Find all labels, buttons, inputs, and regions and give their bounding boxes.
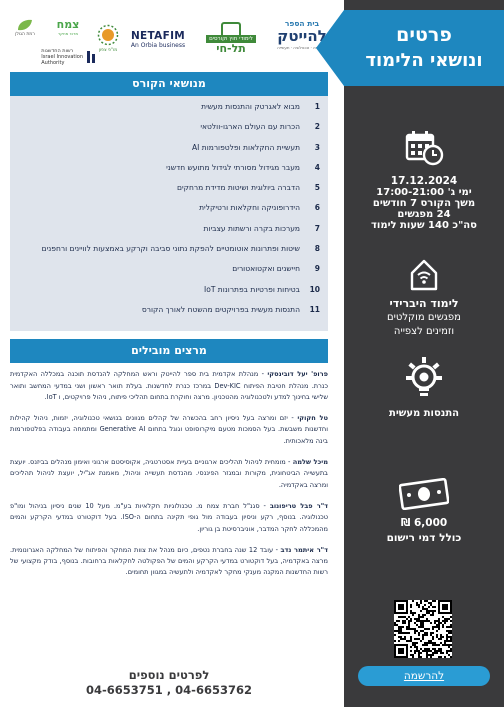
title-line1: פרטים <box>396 24 452 46</box>
lecturer-name: ד"ר איתמר נדב <box>280 545 328 554</box>
practical-experience-block <box>344 356 504 419</box>
course-hours: סה"כ 140 שעות לימוד <box>371 220 477 231</box>
topic-text: בטיחות ופרטיות בפתרונות IoT <box>204 284 300 294</box>
tel-hai-logo-mark <box>221 22 241 35</box>
info-sidebar <box>344 0 504 707</box>
tel-hai-logo-line2: תל-חי <box>216 41 246 55</box>
mop-tzafon-logo-text: מו"פ צפון <box>98 47 118 53</box>
lecturer-description: - יזם ומרצה בעל ניסיון רחב בהכשרה של קהלים מגוונים בנושאי טכנולוגיה, יזמות, ניהול קהילות וחדשנות משבשת. בעל הסמכות מטעם מיקרוסופט וגוגל בתחום Generative AI ומתמחה בעבודה בפלטפורמות בינה מלאכותית. <box>10 414 328 445</box>
tzemach-logo-line1: צמח <box>56 18 80 31</box>
lecturer-name: טל חקוקי <box>297 414 328 423</box>
topic-number: 11 <box>309 304 320 314</box>
qr-code-icon[interactable] <box>394 600 452 658</box>
hybrid-title: לימוד היברידי <box>389 297 459 310</box>
tel-hai-logo-line1: לימודי חוץ וקורסים <box>206 35 256 43</box>
topic-number: 6 <box>314 203 320 213</box>
topic-text: מערכות בקרה ורשתות עצביות <box>203 223 300 233</box>
hitech-logo-line1: בית הספר <box>284 18 320 28</box>
topic-number: 5 <box>314 183 320 193</box>
lecturer-bio <box>10 545 328 579</box>
tel-hai-logo <box>200 18 262 58</box>
topic-number: 10 <box>309 284 320 294</box>
price-block <box>344 478 504 546</box>
topic-number: 2 <box>314 122 320 132</box>
topic-item <box>18 143 320 163</box>
contact-footer <box>10 668 328 698</box>
sun-icon <box>97 24 119 46</box>
hybrid-line1: מפגשים מוקלטים <box>387 312 461 323</box>
hybrid-learning-block <box>344 258 504 339</box>
innovation-authority-en2: Authority <box>41 60 65 66</box>
netafim-logo-line2: An Orbia business <box>130 41 186 49</box>
topic-item <box>18 224 320 244</box>
price-note: כולל דמי רישום <box>386 532 462 544</box>
hitech-logo-line3: אקדמיה · טכנולוגיה · תעשייה <box>277 44 327 50</box>
topic-item <box>18 305 320 325</box>
topic-number: 9 <box>314 264 320 274</box>
course-schedule-block <box>344 130 504 231</box>
lecturer-name: ד"ר פבל טריפונוב <box>269 501 329 510</box>
topics-heading: מנושאי הקורס <box>10 72 328 96</box>
innovation-authority-mark-icon <box>86 50 98 64</box>
topic-text: התנסות מעשית בפרויקטים מהשטח לאורך הקורס <box>141 304 300 314</box>
contact-phones[interactable]: 04-6653751 , 04-6653762 <box>86 683 252 697</box>
practical-title: התנסות מעשית <box>388 408 460 419</box>
golan-logo <box>8 14 42 40</box>
topic-item <box>18 122 320 142</box>
innovation-authority-he: רשות החדשנות <box>41 48 74 54</box>
topic-number: 3 <box>314 142 320 152</box>
innovation-authority-en1: Israel Innovation <box>41 54 83 60</box>
topic-text: שיטות ופתרונות אוטומטיים להפקת נתוני סביבה וקרקע באמצעות לוויינים ורחפנים <box>41 244 300 254</box>
hybrid-line2: וזמינים לצפייה <box>393 326 455 337</box>
lecturer-bio <box>10 369 328 403</box>
topic-item <box>18 285 320 305</box>
course-start-date: 17.12.2024 <box>390 175 458 187</box>
topic-number: 8 <box>314 244 320 254</box>
leaf-icon <box>16 18 34 32</box>
netafim-logo <box>126 24 190 54</box>
title-line2: ונושאי הלימוד <box>365 50 483 71</box>
lecturers-heading: מרצים מובילים <box>10 339 328 363</box>
innovation-authority-logo <box>8 46 98 68</box>
topic-text: הדברה ביולוגית ושיטות מדידת מרחקים <box>176 183 300 193</box>
topic-text: הכרות עם העולם הארגו-וולטאי <box>200 122 300 132</box>
gear-lightbulb-icon <box>405 356 443 400</box>
logos-strip <box>6 6 338 66</box>
topic-number: 4 <box>314 162 320 172</box>
lecturer-name: מיכל שלמה <box>292 458 328 467</box>
topic-number: 1 <box>314 102 320 111</box>
topic-text: תעשיית החקלאות ופלטפורמות AI <box>192 142 300 152</box>
topic-number: 7 <box>314 223 320 233</box>
tzemach-logo <box>48 10 88 44</box>
house-wifi-icon <box>409 258 439 292</box>
netafim-logo-line1: NETAFIM <box>130 29 186 42</box>
lecturer-bio <box>10 413 328 447</box>
course-price: 6,000 ₪ <box>400 517 448 529</box>
topic-item <box>18 163 320 183</box>
course-duration: משך הקורס 7 חודשים <box>372 198 476 209</box>
course-days: ימי ג' 17:00-21:00 <box>376 187 472 198</box>
contact-label: לפרטים נוספים <box>128 668 210 682</box>
lecturer-name: פרופ' יעל דובינסקי <box>267 370 328 379</box>
course-meetings: 24 מפגשים <box>397 209 451 220</box>
topic-text: מבוא לאגרטק והתנסות מעשית <box>201 102 300 111</box>
tzemach-logo-line2: מרכז מחקר <box>57 31 79 36</box>
lecturer-bio <box>10 501 328 535</box>
topic-item <box>18 102 320 122</box>
lecturer-description: - מומחית לניהול תהליכים ארגוניים בעיית אסטרטגיה, אקוסיסטם ארגוני ואימון מנהלים בביזנס. יועצת בתעשייה הביטחונית, מקורות ובמגזר הפיננסי. מהנדסת תעשייה וניהול, מאמנת אג"יל, יועצת לניהול תהליכים ומרצה באקדמיה. <box>10 458 328 489</box>
lecturer-bio <box>10 457 328 491</box>
topic-text: מעבר מגידול מסורתי לגידול מתועש חדשני <box>166 162 300 172</box>
mop-tzafon-logo <box>96 16 120 60</box>
main-content <box>10 72 328 589</box>
topic-item <box>18 183 320 203</box>
lecturer-description: - עובד 12 שנה בחברת נטפים, כיום מנהל את צוות המחקר והפיתוח של המחלקה האגרונומית. מרצה באקדמיה, בעל דוקטורט במדעי הקרקע והמים של הפקולטה לחקלאות ברחובות. בנוסף, בודק מקצועי של רשות החדשנות המקנה מענקי מחקר לאקדמיה ולתעשיה במגוון תחומים. <box>10 545 328 577</box>
register-button[interactable]: להרשמה <box>358 666 490 686</box>
topic-item <box>18 203 320 223</box>
topic-item <box>18 244 320 264</box>
lecturer-description: - מנהלת אקדמית בית ספר להייטק וראש המחלקה להנדסת תוכנה במכללה האקדמית כנרת. מנהלת חטיבת הפיתוח Dev-KIC במרכז כנרת לחדשנות. בעלת תואר ראשון ושני במדעי המחשב ותואר שלישי בחינוך למדע ולטכנולוגיה מהטכניון. מרצה וחוקרת בתחום תהליכי פיתוח, ניהול פרויקטים, ו IoT. <box>10 370 328 401</box>
topic-text: חיישנים ואקטואטורים <box>232 264 300 274</box>
lecturers-list <box>10 369 328 578</box>
hitech-logo-line2: להייטק <box>277 26 327 45</box>
topics-list <box>10 96 328 331</box>
banknote-icon <box>399 478 449 510</box>
lecturer-description: - סגנ"ל חברת צמח מ. טכנולוגיות חקלאיות בע"מ. מעל 10 שנים ניסיון בניהול ומו"פ טכנולוגיה. בנוסף, רקע וניסיון בעבודה מול גופי תקינה בתחום ה-ISO. בעל דוקטורט במדעי הקרקע והמים מהמכללה לחקר המדבר, אוניברסיטת בן גוריון. <box>10 501 328 533</box>
page-title <box>344 10 504 86</box>
golan-logo-text: רמת הגולן <box>15 31 35 37</box>
topic-item <box>18 264 320 284</box>
calendar-clock-icon <box>404 130 444 166</box>
topic-text: הידרופוניקה וחקלאות ורטיקלית <box>199 203 300 213</box>
